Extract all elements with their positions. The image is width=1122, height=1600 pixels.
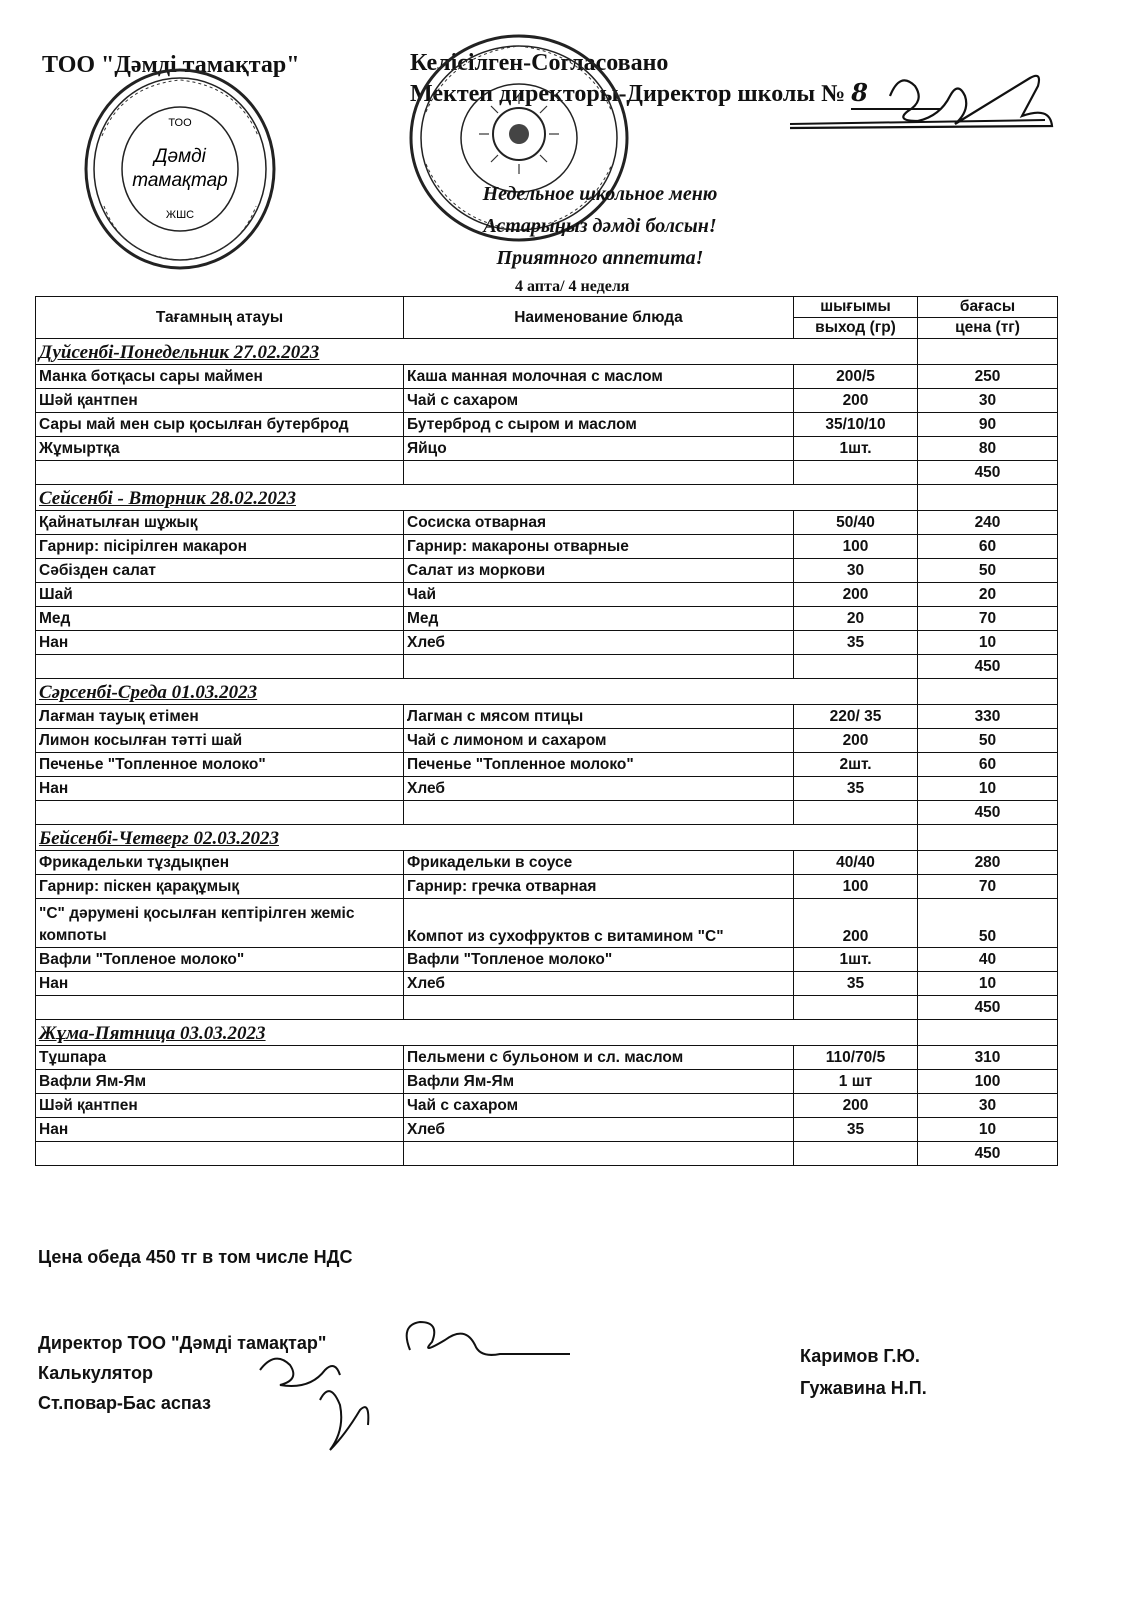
dish-price: 80 xyxy=(918,437,1058,461)
dish-output: 50/40 xyxy=(794,511,918,535)
dish-name-kz: Тұшпара xyxy=(36,1046,404,1070)
table-row xyxy=(36,559,1058,583)
weekly-menu-title: Недельное школьное меню xyxy=(482,183,718,205)
day-row xyxy=(36,485,1058,511)
day-title-blank xyxy=(918,339,1058,365)
dish-output: 1 шт xyxy=(794,1070,918,1094)
dish-output: 1шт. xyxy=(794,437,918,461)
footer-signatures xyxy=(250,1310,590,1460)
dish-price: 240 xyxy=(918,511,1058,535)
week-label: 4 апта/ 4 неделя xyxy=(515,278,630,295)
bon-appetit-ru: Приятного аппетита! xyxy=(496,247,704,269)
agreed-label: Келісілген-Согласовано xyxy=(410,50,669,76)
day-total: 450 xyxy=(918,461,1058,485)
stamp-text-top: ТОО xyxy=(168,117,192,129)
day-title: Жұма-Пятница 03.03.2023 xyxy=(36,1020,918,1046)
total-blank xyxy=(794,1142,918,1166)
table-row xyxy=(36,583,1058,607)
day-title-blank xyxy=(918,1020,1058,1046)
day-title: Сейсенбі - Вторник 28.02.2023 xyxy=(36,485,918,511)
day-title: Бейсенбі-Четверг 02.03.2023 xyxy=(36,825,918,851)
dish-price: 280 xyxy=(918,851,1058,875)
table-row xyxy=(36,413,1058,437)
dish-name-ru: Хлеб xyxy=(404,777,794,801)
stamp-text-bottom: ЖШС xyxy=(165,209,195,221)
dish-name-ru: Хлеб xyxy=(404,631,794,655)
dish-price: 330 xyxy=(918,705,1058,729)
dish-name-kz: Нан xyxy=(36,631,404,655)
day-total: 450 xyxy=(918,801,1058,825)
dish-name-ru: Хлеб xyxy=(404,1118,794,1142)
dish-output: 40/40 xyxy=(794,851,918,875)
dish-name-kz: Нан xyxy=(36,777,404,801)
table-row xyxy=(36,705,1058,729)
table-row xyxy=(36,1118,1058,1142)
director-signature xyxy=(790,66,1060,146)
day-row xyxy=(36,1020,1058,1046)
dish-name-kz: Фрикадельки тұздықпен xyxy=(36,851,404,875)
dish-price: 50 xyxy=(918,729,1058,753)
dish-output: 35/10/10 xyxy=(794,413,918,437)
dish-name-kz: Нан xyxy=(36,1118,404,1142)
dish-name-kz: Сары май мен сыр қосылған бутерброд xyxy=(36,413,404,437)
dish-price: 100 xyxy=(918,1070,1058,1094)
director-label: Мектеп директоры-Директор школы № xyxy=(410,81,846,107)
table-row xyxy=(36,631,1058,655)
dish-name-kz: Лимон косылған тәтті шай xyxy=(36,729,404,753)
dish-output: 100 xyxy=(794,875,918,899)
table-row xyxy=(36,1094,1058,1118)
stamp-text-main2: тамақтар xyxy=(132,170,228,191)
dish-name-kz: Вафли "Топленое молоко" xyxy=(36,948,404,972)
bon-appetit-kz: Астарыңыз дәмді болсын! xyxy=(483,215,717,237)
total-row xyxy=(36,461,1058,485)
dish-name-ru: Сосиска отварная xyxy=(404,511,794,535)
dish-price: 90 xyxy=(918,413,1058,437)
day-total: 450 xyxy=(918,1142,1058,1166)
total-blank xyxy=(36,801,404,825)
total-blank xyxy=(794,996,918,1020)
dish-price: 70 xyxy=(918,875,1058,899)
dish-price: 30 xyxy=(918,389,1058,413)
dish-name-ru: Мед xyxy=(404,607,794,631)
table-row xyxy=(36,729,1058,753)
dish-name-ru: Чай с сахаром xyxy=(404,389,794,413)
dish-name-kz: Лағман тауық етімен xyxy=(36,705,404,729)
dish-price: 20 xyxy=(918,583,1058,607)
dish-output: 110/70/5 xyxy=(794,1046,918,1070)
header-price-kz: бағасы xyxy=(918,297,1058,318)
total-blank xyxy=(36,1142,404,1166)
dish-output: 200 xyxy=(794,899,918,948)
dish-name-kz: Шәй қантпен xyxy=(36,1094,404,1118)
day-title-blank xyxy=(918,485,1058,511)
dish-name-ru: Яйцо xyxy=(404,437,794,461)
dish-name-ru: Чай с сахаром xyxy=(404,1094,794,1118)
dish-name-ru: Гарнир: гречка отварная xyxy=(404,875,794,899)
dish-name-ru: Печенье "Топленное молоко" xyxy=(404,753,794,777)
dish-output: 35 xyxy=(794,777,918,801)
table-row xyxy=(36,389,1058,413)
day-title: Дуйсенбі-Понедельник 27.02.2023 xyxy=(36,339,918,365)
company-stamp xyxy=(82,66,278,272)
total-blank xyxy=(794,801,918,825)
day-row xyxy=(36,339,1058,365)
table-row xyxy=(36,535,1058,559)
role-calculator: Калькулятор xyxy=(38,1363,154,1383)
dish-price: 30 xyxy=(918,1094,1058,1118)
dish-output: 30 xyxy=(794,559,918,583)
dish-name-ru: Чай xyxy=(404,583,794,607)
dish-name-kz: Мед xyxy=(36,607,404,631)
table-row xyxy=(36,365,1058,389)
dish-price: 60 xyxy=(918,753,1058,777)
dish-name-kz: Сәбізден салат xyxy=(36,559,404,583)
table-row xyxy=(36,511,1058,535)
dish-price: 310 xyxy=(918,1046,1058,1070)
dish-name-ru: Хлеб xyxy=(404,972,794,996)
total-blank xyxy=(404,996,794,1020)
dish-output: 35 xyxy=(794,1118,918,1142)
dish-price: 40 xyxy=(918,948,1058,972)
day-title: Сәрсенбі-Среда 01.03.2023 xyxy=(36,679,918,705)
name-director: Каримов Г.Ю. xyxy=(800,1346,920,1366)
table-row xyxy=(36,1046,1058,1070)
dish-output: 200 xyxy=(794,729,918,753)
dish-price: 10 xyxy=(918,1118,1058,1142)
dish-name-ru: Гарнир: макароны отварные xyxy=(404,535,794,559)
table-row xyxy=(36,899,1058,948)
dish-output: 200 xyxy=(794,583,918,607)
header-output-ru: выход (гр) xyxy=(794,318,918,339)
dish-output: 200/5 xyxy=(794,365,918,389)
header-name-kz: Тағамның атауы xyxy=(36,297,404,339)
header-output-kz: шығымы xyxy=(794,297,918,318)
dish-output: 1шт. xyxy=(794,948,918,972)
dish-output: 35 xyxy=(794,972,918,996)
table-row xyxy=(36,753,1058,777)
table-row xyxy=(36,1070,1058,1094)
total-blank xyxy=(36,996,404,1020)
signatory-names xyxy=(800,1340,927,1404)
total-blank xyxy=(404,655,794,679)
dish-name-ru: Пельмени с бульоном и сл. маслом xyxy=(404,1046,794,1070)
dish-output: 20 xyxy=(794,607,918,631)
dish-price: 50 xyxy=(918,899,1058,948)
dish-price: 50 xyxy=(918,559,1058,583)
dish-output: 200 xyxy=(794,1094,918,1118)
role-chef: Ст.повар-Бас аспаз xyxy=(38,1393,211,1413)
dish-name-kz: "С" дәрумені қосылған кептірілген жеміс компоты xyxy=(36,899,404,948)
total-blank xyxy=(404,1142,794,1166)
dish-name-kz: Манка ботқасы сары маймен xyxy=(36,365,404,389)
total-blank xyxy=(36,655,404,679)
dish-name-kz: Жұмыртқа xyxy=(36,437,404,461)
dish-name-kz: Шәй қантпен xyxy=(36,389,404,413)
name-chef: Гужавина Н.П. xyxy=(800,1378,927,1398)
role-director: Директор ТОО "Дәмді тамақтар" xyxy=(38,1333,327,1353)
total-row xyxy=(36,655,1058,679)
dish-name-kz: Шай xyxy=(36,583,404,607)
total-blank xyxy=(794,655,918,679)
day-row xyxy=(36,679,1058,705)
dish-output: 2шт. xyxy=(794,753,918,777)
school-number: 8 xyxy=(851,78,941,110)
total-row xyxy=(36,1142,1058,1166)
table-row xyxy=(36,875,1058,899)
dish-name-ru: Салат из моркови xyxy=(404,559,794,583)
price-note: Цена обеда 450 тг в том числе НДС xyxy=(38,1247,353,1267)
stamp-text-main1: Дәмді xyxy=(154,146,206,167)
dish-output: 220/ 35 xyxy=(794,705,918,729)
table-row xyxy=(36,777,1058,801)
day-row xyxy=(36,825,1058,851)
dish-name-ru: Фрикадельки в соусе xyxy=(404,851,794,875)
menu-table xyxy=(35,296,1058,1166)
dish-price: 70 xyxy=(918,607,1058,631)
total-blank xyxy=(794,461,918,485)
dish-name-ru: Вафли Ям-Ям xyxy=(404,1070,794,1094)
dish-name-kz: Қайнатылған шұжық xyxy=(36,511,404,535)
dish-price: 10 xyxy=(918,631,1058,655)
dish-name-kz: Печенье "Топленное молоко" xyxy=(36,753,404,777)
dish-name-ru: Чай с лимоном и сахаром xyxy=(404,729,794,753)
dish-name-kz: Вафли Ям-Ям xyxy=(36,1070,404,1094)
table-row xyxy=(36,607,1058,631)
dish-price: 10 xyxy=(918,777,1058,801)
menu-body xyxy=(36,339,1058,1166)
total-row xyxy=(36,801,1058,825)
header-price-ru: цена (тг) xyxy=(918,318,1058,339)
dish-name-ru: Компот из сухофруктов с витамином "С" xyxy=(404,899,794,948)
dish-name-kz: Гарнир: піскен қарақұмық xyxy=(36,875,404,899)
table-row xyxy=(36,972,1058,996)
day-title-blank xyxy=(918,825,1058,851)
table-row xyxy=(36,437,1058,461)
dish-name-ru: Бутерброд с сыром и маслом xyxy=(404,413,794,437)
dish-name-ru: Лагман с мясом птицы xyxy=(404,705,794,729)
dish-name-ru: Каша манная молочная с маслом xyxy=(404,365,794,389)
total-blank xyxy=(404,801,794,825)
table-row xyxy=(36,851,1058,875)
company-name: ТОО "Дәмді тамақтар" xyxy=(42,52,300,78)
total-row xyxy=(36,996,1058,1020)
dish-price: 60 xyxy=(918,535,1058,559)
dish-name-kz: Нан xyxy=(36,972,404,996)
dish-output: 35 xyxy=(794,631,918,655)
dish-price: 250 xyxy=(918,365,1058,389)
total-blank xyxy=(36,461,404,485)
dish-name-ru: Вафли "Топленое молоко" xyxy=(404,948,794,972)
day-total: 450 xyxy=(918,996,1058,1020)
menu-titles xyxy=(440,178,760,274)
day-title-blank xyxy=(918,679,1058,705)
dish-output: 100 xyxy=(794,535,918,559)
total-blank xyxy=(404,461,794,485)
dish-output: 200 xyxy=(794,389,918,413)
day-total: 450 xyxy=(918,655,1058,679)
dish-price: 10 xyxy=(918,972,1058,996)
header-name-ru: Наименование блюда xyxy=(404,297,794,339)
dish-name-kz: Гарнир: пісірілген макарон xyxy=(36,535,404,559)
table-row xyxy=(36,948,1058,972)
